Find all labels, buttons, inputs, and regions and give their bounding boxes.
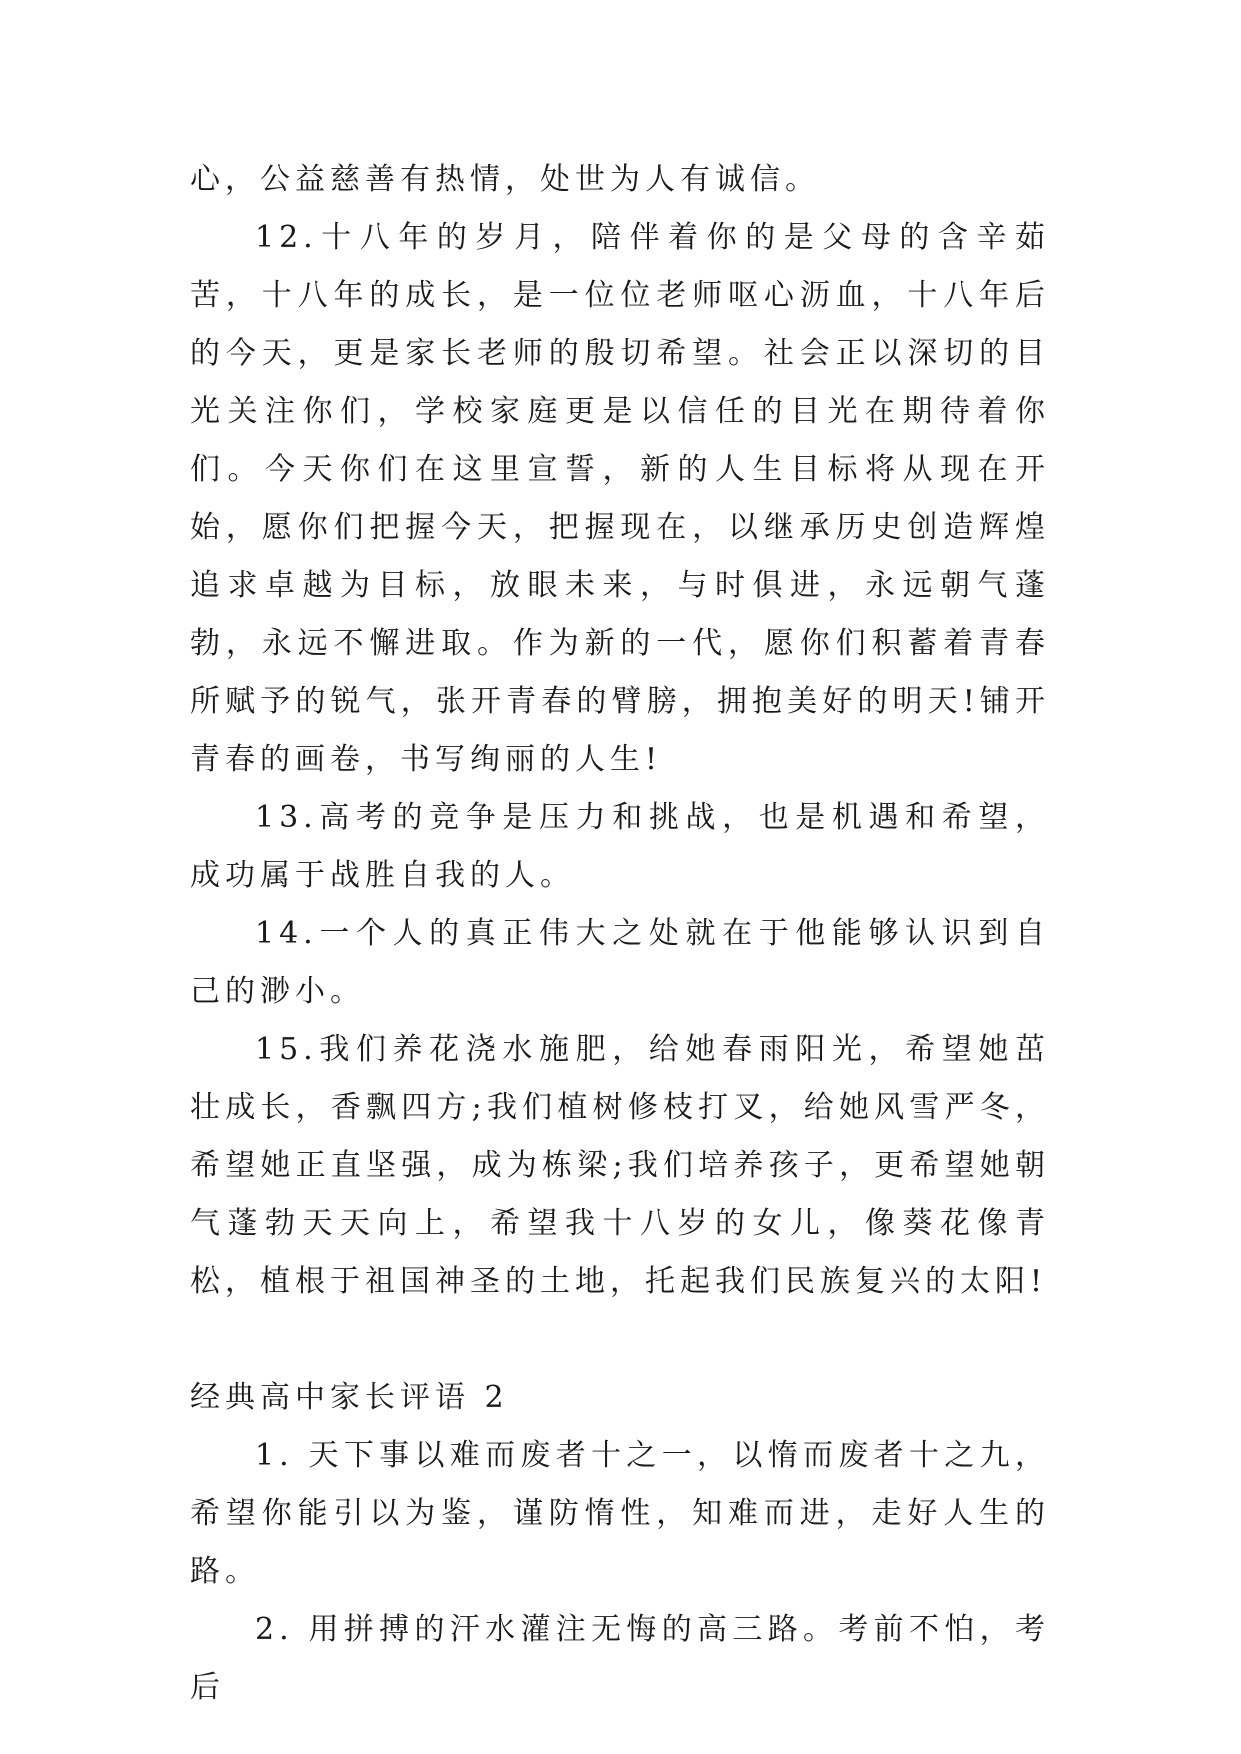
comment-item-14: 14.一个人的真正伟大之处就在于他能够认识到自己的渺小。: [190, 916, 1050, 1009]
section-heading: 经典高中家长评语 2: [190, 1380, 509, 1415]
comment-item-12: 12.十八年的岁月，陪伴着你的是父母的含辛茹苦，十八年的成长，是一位位老师呕心沥血，十八年后的今天，更是家长老师的殷切希望。社会正以深切的目光关注你们，学校家庭更是以信任的目光在期待着你们。今天你们在这里宣誓，新的人生目标将从现在开始，愿你们把握今天，把握现在，以继承历史创造辉煌追求卓越为目标，放眼未来，与时俱进，永远朝气蓬勃，永远不懈进取。作为新的一代，愿你们积蓄着青春所赋予的锐气，张开青春的臂膀，拥抱美好的明天!铺开青春的画卷，书写绚丽的人生!: [190, 220, 1050, 777]
comment-item-2: 2. 用拼搏的汗水灌注无悔的高三路。考前不怕，考后: [190, 1612, 1050, 1705]
paragraph-continuation: 心，公益慈善有热情，处世为人有诚信。: [190, 162, 820, 197]
comment-item-15: 15.我们养花浇水施肥，给她春雨阳光，希望她茁壮成长，香飘四方;我们植树修枝打叉，给她风雪严冬，希望她正直坚强，成为栋梁;我们培养孩子，更希望她朝气蓬勃天天向上，希望我十八岁的女儿，像葵花像青松，植根于祖国神圣的土地，托起我们民族复兴的太阳!: [190, 1032, 1050, 1299]
comment-item-1: 1. 天下事以难而废者十之一，以惰而废者十之九，希望你能引以为鉴，谨防惰性，知难而进，走好人生的路。: [190, 1438, 1050, 1589]
document-body: [190, 151, 1050, 1717]
comment-item-13: 13.高考的竞争是压力和挑战，也是机遇和希望，成功属于战胜自我的人。: [190, 800, 1050, 893]
